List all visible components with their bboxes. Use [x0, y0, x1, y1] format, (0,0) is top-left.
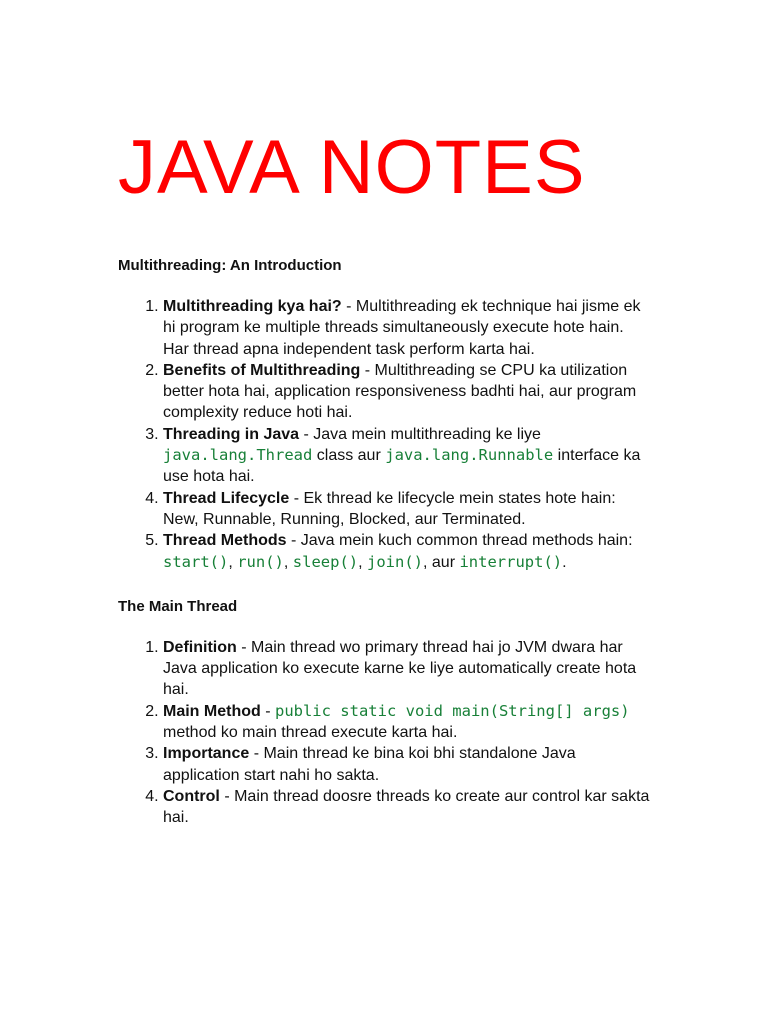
code-run: run()	[237, 552, 284, 571]
item-text: method ko main thread execute karta hai.	[163, 724, 458, 742]
item-term: Thread Lifecycle	[163, 489, 290, 507]
list-item	[163, 786, 650, 829]
list-item	[163, 488, 650, 531]
separator: ,	[358, 553, 367, 571]
code-interrupt: interrupt()	[459, 552, 563, 571]
item-text: - Java mein kuch common thread methods hain:	[286, 532, 633, 550]
document-title: JAVA NOTES	[118, 125, 586, 210]
section-heading-main-thread: The Main Thread	[118, 597, 238, 615]
list-item	[163, 701, 650, 744]
code-start: start()	[163, 552, 229, 571]
code-main-signature: public static void main(String[] args)	[274, 701, 630, 720]
item-text: - Main thread wo primary thread hai jo JVM dwara har Java application ko execute karne ke liye automatically create hota hai.	[163, 638, 637, 699]
separator: , aur	[423, 553, 460, 571]
item-term: Threading in Java	[163, 425, 300, 443]
list-item	[163, 296, 650, 360]
item-text: interface ka use hota hai.	[163, 447, 641, 486]
separator: ,	[228, 553, 238, 571]
item-term: Benefits of Multithreading	[163, 361, 361, 379]
code-java-lang-thread: java.lang.Thread	[163, 446, 313, 465]
item-term: Thread Methods	[163, 532, 287, 550]
item-text: - Main thread doosre threads ko create aur control kar sakta hai.	[163, 787, 650, 827]
item-term: Definition	[163, 638, 237, 656]
item-term: Multithreading kya hai?	[163, 298, 342, 315]
code-java-lang-runnable: java.lang.Runnable	[385, 446, 554, 465]
main-thread-list	[118, 637, 650, 829]
list-item	[163, 360, 650, 424]
list-item	[163, 424, 650, 488]
list-item	[163, 637, 650, 701]
item-text: class aur	[312, 447, 386, 465]
multithreading-list	[118, 296, 650, 573]
item-text: - Multithreading se CPU ka utilization better hota hai, application responsiveness badhti hai, aur program complexity reduce hoti hai.	[163, 361, 637, 422]
item-text: -	[260, 702, 275, 720]
item-text: - Ek thread ke lifecycle mein states hote hain: New, Runnable, Running, Blocked, aur Terminated.	[163, 489, 616, 528]
item-text: - Main thread ke bina koi bhi standalone Java application start nahi ho sakta.	[163, 745, 576, 784]
item-term: Importance	[163, 745, 250, 763]
item-text: - Java mein multithreading ke liye	[299, 425, 541, 443]
code-join: join()	[367, 552, 423, 571]
section-heading-multithreading: Multithreading: An Introduction	[118, 257, 342, 274]
item-term: Control	[163, 787, 220, 805]
list-item	[163, 743, 650, 786]
item-end: .	[562, 553, 567, 571]
item-term: Main Method	[163, 702, 261, 720]
item-text: - Multithreading ek technique hai jisme ek hi program ke multiple threads simultaneously execute hote hain. Har thread apna independent task perform karta hai.	[163, 298, 641, 358]
separator: ,	[283, 553, 293, 571]
list-item	[163, 530, 650, 573]
code-sleep: sleep()	[292, 552, 359, 571]
